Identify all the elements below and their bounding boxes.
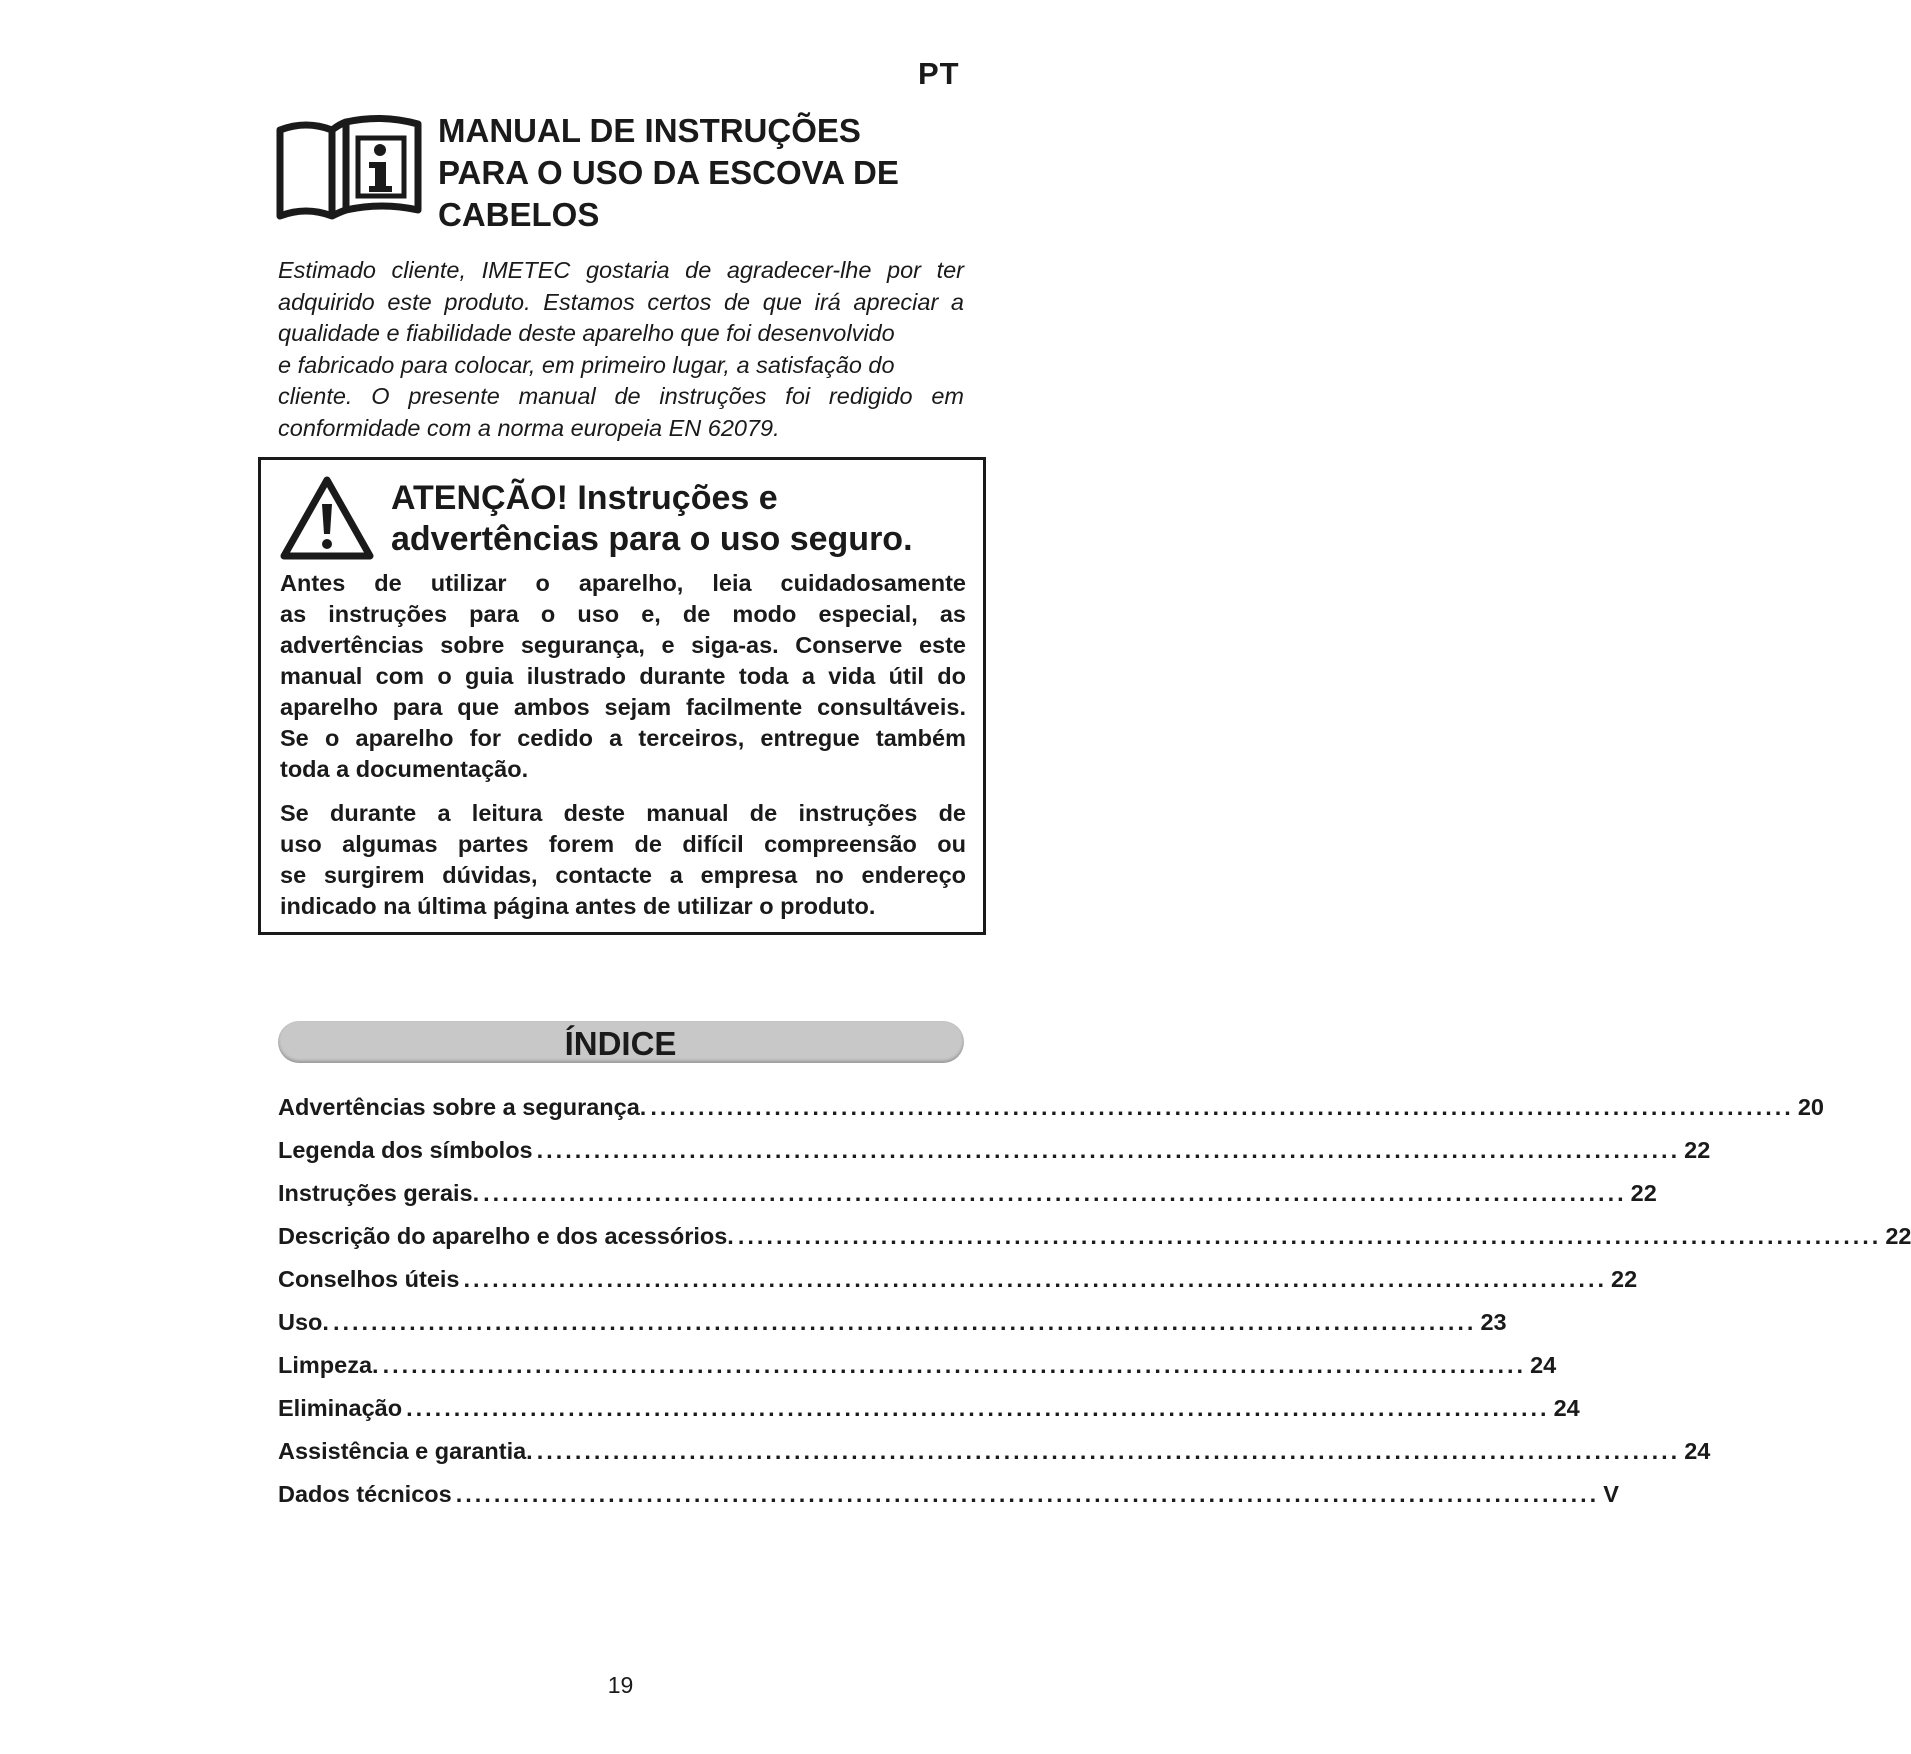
- warning-line: as instruções para o uso e, de modo especial, as: [280, 601, 966, 627]
- intro-line: cliente. O presente manual de instruções foi redigido em: [278, 383, 964, 409]
- toc-entry[interactable]: [278, 1222, 1911, 1265]
- toc-entry[interactable]: [278, 1265, 1638, 1308]
- toc-leader-dots: ........................................................................................................................: [455, 1481, 1600, 1507]
- warning-paragraph-1: [280, 568, 966, 785]
- toc-page: 22: [1885, 1223, 1911, 1249]
- toc-entry[interactable]: [278, 1394, 1580, 1437]
- toc-label: Dados técnicos: [278, 1481, 452, 1507]
- toc-label: Eliminação: [278, 1395, 403, 1421]
- document-title: [438, 110, 899, 236]
- title-line: MANUAL DE INSTRUÇÕES: [438, 112, 861, 149]
- toc-entry[interactable]: [278, 1351, 1557, 1394]
- toc-leader-dots: ........................................................................................................................: [382, 1352, 1527, 1378]
- toc-leader-dots: ........................................................................................................................: [483, 1180, 1627, 1206]
- index-title: [0, 1024, 1241, 1064]
- warning-line: Se o aparelho for cedido a terceiros, entregue também: [280, 725, 966, 751]
- intro-line: adquirido este produto. Estamos certos de que irá apreciar a: [278, 288, 964, 315]
- toc-label: Legenda dos símbolos: [278, 1137, 533, 1163]
- toc-label: Descrição do aparelho e dos acessórios.: [278, 1223, 734, 1249]
- warning-triangle-icon: [279, 474, 375, 562]
- toc-leader-dots: ........................................................................................................................: [536, 1137, 1681, 1163]
- warning-line: toda a documentação.: [280, 756, 529, 782]
- toc-entry[interactable]: [278, 1308, 1507, 1351]
- index-title-text: ÍNDICE: [564, 1025, 677, 1062]
- info-manual-icon: [276, 116, 422, 224]
- toc-page: 24: [1684, 1438, 1711, 1464]
- toc-page: V: [1603, 1481, 1619, 1507]
- toc-entry[interactable]: [278, 1136, 1711, 1179]
- intro-line: conformidade com a norma europeia EN 62079.: [278, 414, 780, 441]
- toc-page: 24: [1530, 1352, 1557, 1378]
- warning-line: advertências sobre segurança, e siga-as. Conserve este: [280, 632, 966, 658]
- toc-page: 22: [1684, 1137, 1711, 1163]
- table-of-contents: [278, 1093, 1911, 1523]
- warning-line: se surgirem dúvidas, contacte a empresa no endereço: [280, 862, 966, 888]
- intro-line: e fabricado para colocar, em primeiro lugar, a satisfação do: [278, 351, 895, 378]
- toc-leader-dots: ........................................................................................................................: [332, 1309, 1477, 1335]
- warning-paragraph-2: [280, 798, 966, 922]
- toc-label: Uso.: [278, 1309, 329, 1335]
- intro-line: qualidade e fiabilidade deste aparelho que foi desenvolvido: [278, 320, 895, 346]
- safety-warning-box: [258, 457, 986, 935]
- page-number: 19: [607, 1672, 634, 1698]
- toc-page: 24: [1553, 1395, 1580, 1421]
- toc-leader-dots: ........................................................................................................................: [536, 1438, 1681, 1464]
- toc-entry[interactable]: [278, 1480, 1619, 1523]
- toc-label: Limpeza.: [278, 1352, 379, 1378]
- warning-line: indicado na última página antes de utilizar o produto.: [280, 893, 876, 919]
- warning-line: manual com o guia ilustrado durante toda a vida útil do: [280, 663, 966, 689]
- toc-page: 22: [1630, 1180, 1657, 1206]
- toc-leader-dots: ........................................................................................................................: [406, 1395, 1550, 1421]
- toc-leader-dots: ........................................................................................................................: [737, 1223, 1882, 1249]
- warning-line: aparelho para que ambos sejam facilmente consultáveis.: [280, 694, 966, 720]
- language-code: PT: [918, 56, 960, 91]
- warning-title-line: advertências para o uso seguro.: [391, 520, 913, 558]
- warning-line: Se durante a leitura deste manual de instruções de: [280, 800, 966, 826]
- toc-label: Assistência e garantia.: [278, 1438, 533, 1464]
- toc-entry[interactable]: [278, 1179, 1657, 1222]
- toc-page: 20: [1797, 1094, 1824, 1120]
- toc-entry[interactable]: [278, 1093, 1824, 1136]
- toc-page: 22: [1611, 1266, 1638, 1292]
- warning-title-line: ATENÇÃO! Instruções e: [391, 479, 778, 517]
- title-line: PARA O USO DA ESCOVA DE: [438, 154, 899, 191]
- warning-line: Antes de utilizar o aparelho, leia cuidadosamente: [280, 570, 966, 596]
- toc-label: Advertências sobre a segurança.: [278, 1094, 647, 1120]
- toc-entry[interactable]: [278, 1437, 1711, 1480]
- toc-leader-dots: ........................................................................................................................: [650, 1094, 1794, 1120]
- toc-page: 23: [1480, 1309, 1507, 1335]
- intro-paragraph: [278, 255, 964, 444]
- toc-label: Conselhos úteis: [278, 1266, 460, 1292]
- warning-line: uso algumas partes forem de difícil compreensão ou: [280, 831, 966, 857]
- toc-label: Instruções gerais.: [278, 1180, 480, 1206]
- intro-line: Estimado cliente, IMETEC gostaria de agradecer-lhe por ter: [278, 257, 964, 283]
- warning-title: [391, 478, 913, 560]
- toc-leader-dots: ........................................................................................................................: [463, 1266, 1608, 1292]
- title-line: CABELOS: [438, 196, 600, 233]
